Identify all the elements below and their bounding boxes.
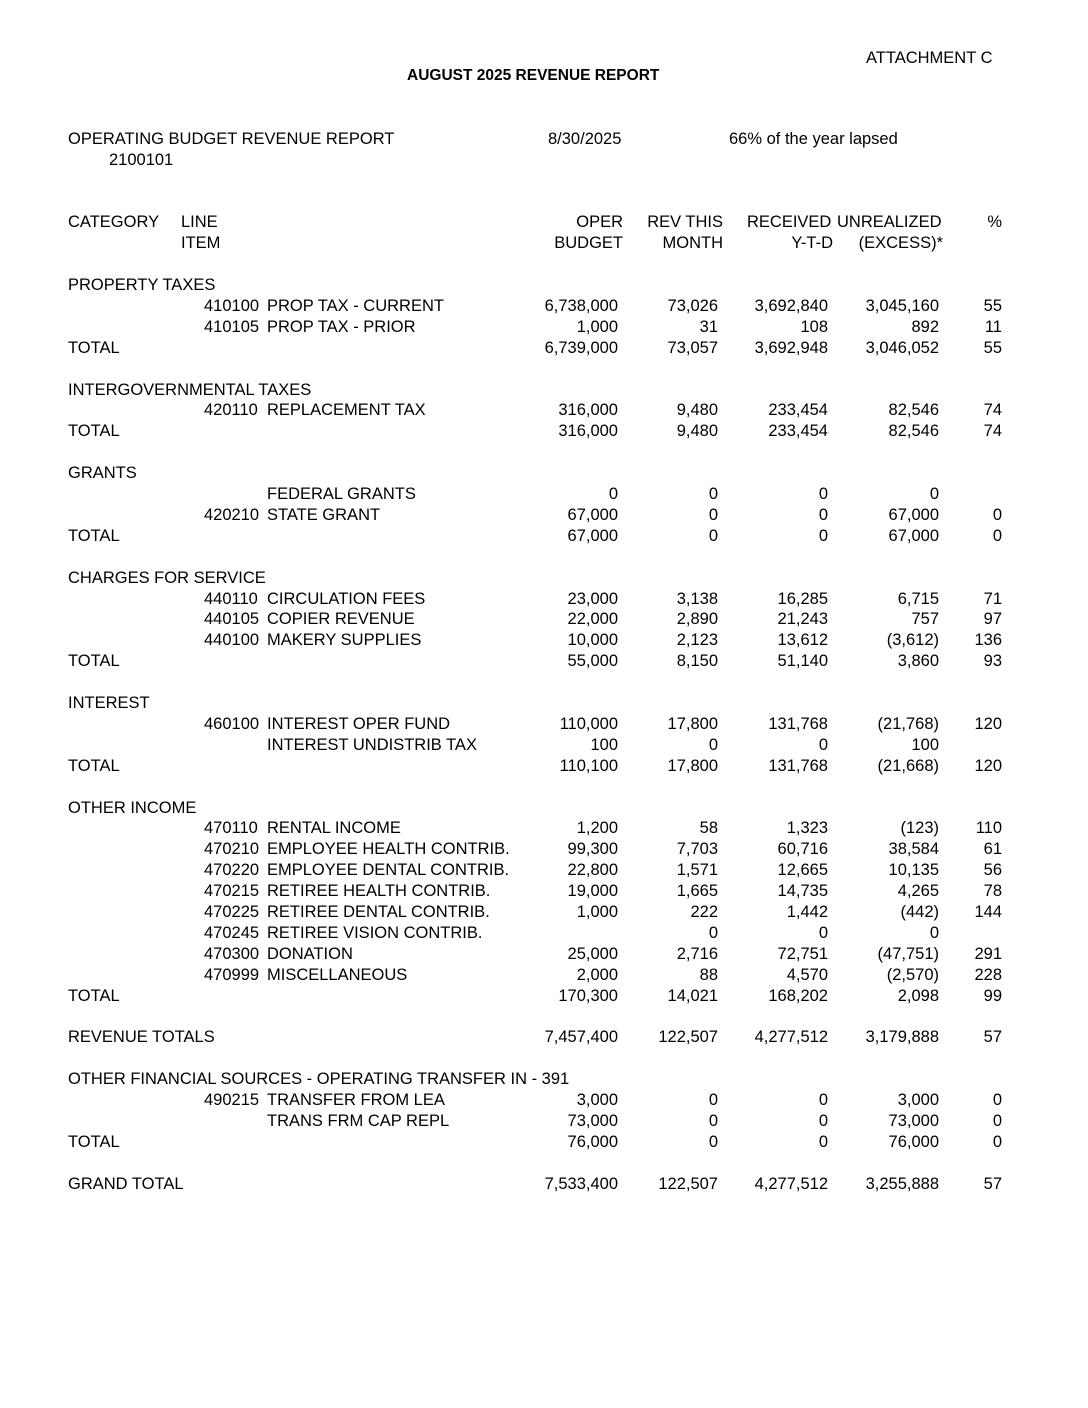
oper-budget: 7,457,400 (544, 1028, 618, 1047)
unrealized: 3,255,888 (865, 1174, 939, 1193)
unrealized: 3,046,052 (865, 338, 939, 357)
line-item-description: RETIREE HEALTH CONTRIB. (267, 882, 491, 901)
percent: 55 (983, 296, 1002, 315)
received-ytd: 72,751 (777, 944, 828, 963)
report-name: OPERATING BUDGET REVENUE REPORT (68, 130, 395, 148)
unrealized: (21,768) (877, 714, 939, 733)
header-rev-this: REV THIS (647, 213, 723, 231)
oper-budget: 100 (590, 735, 618, 754)
percent: 0 (992, 526, 1002, 545)
received-ytd: 0 (818, 1132, 828, 1151)
percent: 74 (983, 401, 1002, 420)
header-category: CATEGORY (68, 213, 160, 231)
line-item-description: EMPLOYEE DENTAL CONTRIB. (267, 861, 510, 880)
unrealized: 82,546 (888, 401, 939, 420)
rev-this-month: 122,507 (658, 1174, 718, 1193)
unrealized: 3,045,160 (865, 296, 939, 315)
oper-budget: 6,738,000 (544, 296, 618, 315)
section-title: OTHER INCOME (68, 798, 197, 817)
rev-this-month: 0 (708, 526, 718, 545)
oper-budget: 55,000 (567, 652, 618, 671)
line-item-description: EMPLOYEE HEALTH CONTRIB. (267, 840, 510, 859)
oper-budget: 316,000 (558, 422, 618, 441)
line-item-description: INTEREST UNDISTRIB TAX (267, 735, 477, 754)
grand-total-label: GRAND TOTAL (68, 1174, 184, 1193)
percent: 61 (983, 840, 1002, 859)
rev-this-month: 0 (708, 1112, 718, 1130)
rev-this-month: 2,890 (676, 610, 718, 629)
oper-budget: 1,000 (576, 317, 618, 336)
received-ytd: 0 (818, 505, 828, 524)
rev-this-month: 8,150 (676, 652, 718, 671)
unrealized: 67,000 (888, 505, 939, 524)
line-item-description: RETIREE VISION CONTRIB. (267, 923, 483, 942)
oper-budget: 110,000 (559, 714, 618, 733)
received-ytd: 0 (818, 735, 828, 754)
received-ytd: 16,285 (777, 589, 828, 608)
header-unrealized: UNREALIZED (837, 213, 942, 231)
received-ytd: 0 (818, 526, 828, 545)
line-item-code: 440100 (204, 631, 260, 650)
unrealized: 3,179,888 (865, 1028, 939, 1047)
header-oper: OPER (576, 213, 623, 231)
rev-this-month: 0 (708, 1132, 718, 1151)
unrealized: 82,546 (888, 422, 939, 441)
line-item-description: REPLACEMENT TAX (267, 401, 426, 420)
report-date: 8/30/2025 (548, 130, 622, 148)
rev-this-month: 17,800 (667, 756, 718, 775)
unrealized: (442) (900, 903, 939, 921)
line-item-description: CIRCULATION FEES (267, 589, 426, 608)
percent: 56 (983, 861, 1002, 880)
unrealized: 0 (929, 485, 939, 503)
rev-this-month: 122,507 (658, 1028, 718, 1047)
attachment-label: ATTACHMENT C (866, 49, 993, 67)
received-ytd: 108 (800, 317, 828, 336)
oper-budget: 73,000 (567, 1112, 618, 1130)
percent: 11 (984, 317, 1002, 336)
oper-budget: 67,000 (567, 526, 618, 545)
oper-budget: 110,100 (559, 756, 618, 775)
oper-budget: 22,800 (567, 861, 618, 880)
rev-this-month: 0 (708, 735, 718, 754)
line-item-description: DONATION (267, 944, 353, 963)
received-ytd: 3,692,948 (754, 338, 828, 357)
oper-budget: 22,000 (567, 610, 618, 629)
percent: 57 (983, 1174, 1002, 1193)
unrealized: 10,135 (888, 861, 939, 880)
received-ytd: 14,735 (777, 882, 828, 901)
unrealized: 100 (911, 735, 939, 754)
received-ytd: 233,454 (768, 401, 828, 420)
unrealized: 0 (929, 923, 939, 942)
oper-budget: 1,000 (576, 903, 618, 921)
percent: 97 (983, 610, 1002, 629)
received-ytd: 233,454 (768, 422, 828, 441)
percent: 93 (983, 652, 1002, 671)
unrealized: 2,098 (897, 986, 939, 1005)
unrealized: 67,000 (888, 526, 939, 545)
section-title: INTERGOVERNMENTAL TAXES (68, 380, 312, 399)
rev-this-month: 1,571 (676, 861, 718, 880)
line-item-description: MISCELLANEOUS (267, 965, 408, 984)
percent: 291 (974, 944, 1002, 963)
line-item-code: 410105 (204, 317, 260, 336)
line-item-code: 470999 (204, 965, 260, 984)
received-ytd: 131,768 (768, 714, 828, 733)
section-title: GRANTS (68, 464, 137, 483)
oper-budget: 1,200 (576, 819, 618, 838)
received-ytd: 13,612 (777, 631, 828, 650)
header-excess: (EXCESS)* (858, 234, 943, 252)
received-ytd: 0 (818, 485, 828, 503)
percent: 74 (983, 422, 1002, 441)
oper-budget: 67,000 (567, 505, 618, 524)
header-percent: % (987, 213, 1002, 231)
line-item-code: 470110 (204, 819, 258, 838)
received-ytd: 21,243 (777, 610, 828, 629)
rev-this-month: 3,138 (676, 589, 718, 608)
line-item-code: 470300 (204, 944, 260, 963)
rev-this-month: 9,480 (676, 422, 718, 441)
rev-this-month: 17,800 (667, 714, 718, 733)
received-ytd: 168,202 (768, 986, 828, 1005)
oper-budget: 316,000 (558, 401, 618, 420)
total-label: TOTAL (68, 1132, 120, 1151)
rev-this-month: 58 (699, 819, 718, 838)
percent: 110 (975, 819, 1002, 838)
percent: 0 (992, 1132, 1002, 1151)
unrealized: 4,265 (897, 882, 939, 901)
total-label: TOTAL (68, 526, 120, 545)
received-ytd: 4,570 (786, 965, 828, 984)
oper-budget: 6,739,000 (544, 338, 618, 357)
header-budget: BUDGET (554, 234, 623, 252)
line-item-code: 470210 (204, 840, 260, 859)
line-item-description: INTEREST OPER FUND (267, 714, 451, 733)
line-item-code: 410100 (204, 296, 260, 315)
line-item-description: TRANSFER FROM LEA (267, 1091, 445, 1110)
rev-this-month: 9,480 (676, 401, 718, 420)
rev-this-month: 31 (699, 317, 718, 336)
line-item-description: PROP TAX - PRIOR (267, 317, 416, 336)
rev-this-month: 7,703 (676, 840, 718, 859)
received-ytd: 131,768 (768, 756, 828, 775)
percent: 120 (974, 756, 1002, 775)
unrealized: (123) (900, 819, 939, 838)
total-label: TOTAL (68, 338, 120, 357)
percent: 144 (974, 903, 1002, 921)
rev-this-month: 1,665 (676, 882, 718, 901)
received-ytd: 0 (818, 1112, 828, 1130)
received-ytd: 12,665 (777, 861, 828, 880)
oper-budget: 170,300 (558, 986, 618, 1005)
section-title: CHARGES FOR SERVICE (68, 568, 266, 587)
line-item-code: 460100 (204, 714, 260, 733)
received-ytd: 0 (818, 1091, 828, 1110)
line-item-description: MAKERY SUPPLIES (267, 631, 422, 650)
line-item-description: RENTAL INCOME (267, 819, 401, 838)
unrealized: 757 (911, 610, 939, 629)
line-item-description: COPIER REVENUE (267, 610, 415, 629)
percent: 0 (992, 1091, 1002, 1110)
header-item: ITEM (181, 234, 221, 252)
line-item-description: FEDERAL GRANTS (267, 485, 416, 503)
header-month: MONTH (662, 234, 723, 252)
unrealized: 3,860 (897, 652, 939, 671)
received-ytd: 3,692,840 (754, 296, 828, 315)
line-item-code: 440110 (204, 589, 258, 608)
unrealized: 3,000 (897, 1091, 939, 1110)
oper-budget: 99,300 (567, 840, 618, 859)
rev-this-month: 0 (708, 485, 718, 503)
header-ytd: Y-T-D (791, 234, 833, 252)
line-item-description: STATE GRANT (267, 505, 381, 524)
percent: 71 (983, 589, 1002, 608)
line-item-description: RETIREE DENTAL CONTRIB. (267, 903, 490, 921)
received-ytd: 4,277,512 (754, 1174, 828, 1193)
report-title: AUGUST 2025 REVENUE REPORT (407, 67, 660, 84)
rev-this-month: 88 (699, 965, 718, 984)
unrealized: 76,000 (888, 1132, 939, 1151)
unrealized: 38,584 (888, 840, 939, 859)
percent: 120 (974, 714, 1002, 733)
oper-budget: 7,533,400 (544, 1174, 618, 1193)
line-item-code: 470245 (204, 923, 260, 942)
unrealized: 73,000 (888, 1112, 939, 1130)
fund-number: 2100101 (109, 151, 174, 169)
percent: 78 (983, 882, 1002, 901)
line-item-code: 470215 (204, 882, 260, 901)
rev-this-month: 0 (708, 1091, 718, 1110)
oper-budget: 25,000 (567, 944, 618, 963)
percent: 0 (992, 1112, 1002, 1130)
rev-this-month: 0 (708, 505, 718, 524)
rev-this-month: 73,057 (667, 338, 718, 357)
header-line: LINE (181, 213, 218, 231)
total-label: TOTAL (68, 756, 120, 775)
line-item-code: 470220 (204, 861, 260, 880)
oper-budget: 23,000 (567, 589, 618, 608)
revenue-totals-label: REVENUE TOTALS (68, 1028, 215, 1047)
section-title: OTHER FINANCIAL SOURCES - OPERATING TRANSFER IN - 391 (68, 1070, 570, 1089)
unrealized: (3,612) (886, 631, 939, 650)
unrealized: 6,715 (897, 589, 939, 608)
percent: 228 (974, 965, 1002, 984)
oper-budget: 10,000 (567, 631, 618, 650)
oper-budget: 3,000 (576, 1091, 618, 1110)
total-label: TOTAL (68, 422, 120, 441)
unrealized: 892 (911, 317, 939, 336)
total-label: TOTAL (68, 652, 120, 671)
received-ytd: 51,140 (777, 652, 828, 671)
unrealized: (47,751) (877, 944, 939, 963)
oper-budget: 0 (608, 485, 618, 503)
percent: 57 (983, 1028, 1002, 1047)
received-ytd: 4,277,512 (754, 1028, 828, 1047)
line-item-code: 440105 (204, 610, 260, 629)
header-received: RECEIVED (747, 213, 832, 231)
rev-this-month: 2,716 (676, 944, 718, 963)
section-title: PROPERTY TAXES (68, 276, 216, 294)
rev-this-month: 73,026 (667, 296, 718, 315)
rev-this-month: 2,123 (676, 631, 718, 650)
received-ytd: 1,323 (786, 819, 828, 838)
percent: 0 (992, 505, 1002, 524)
section-title: INTEREST (68, 694, 150, 712)
line-item-description: PROP TAX - CURRENT (267, 296, 444, 315)
line-item-code: 490215 (204, 1091, 260, 1110)
unrealized: (21,668) (877, 756, 939, 775)
line-item-description: TRANS FRM CAP REPL (267, 1112, 450, 1130)
received-ytd: 60,716 (777, 840, 828, 859)
percent: 55 (983, 338, 1002, 357)
oper-budget: 2,000 (576, 965, 618, 984)
received-ytd: 1,442 (786, 903, 828, 921)
rev-this-month: 0 (708, 923, 718, 942)
line-item-code: 470225 (204, 903, 260, 921)
percent: 99 (983, 986, 1002, 1005)
rev-this-month: 14,021 (667, 986, 718, 1005)
total-label: TOTAL (68, 986, 120, 1005)
unrealized: (2,570) (886, 965, 939, 984)
line-item-code: 420210 (204, 505, 260, 524)
line-item-code: 420110 (204, 401, 258, 420)
percent: 136 (974, 631, 1002, 650)
received-ytd: 0 (818, 923, 828, 942)
oper-budget: 19,000 (567, 882, 618, 901)
year-lapsed: 66% of the year lapsed (729, 130, 898, 148)
oper-budget: 76,000 (567, 1132, 618, 1151)
rev-this-month: 222 (690, 903, 718, 921)
